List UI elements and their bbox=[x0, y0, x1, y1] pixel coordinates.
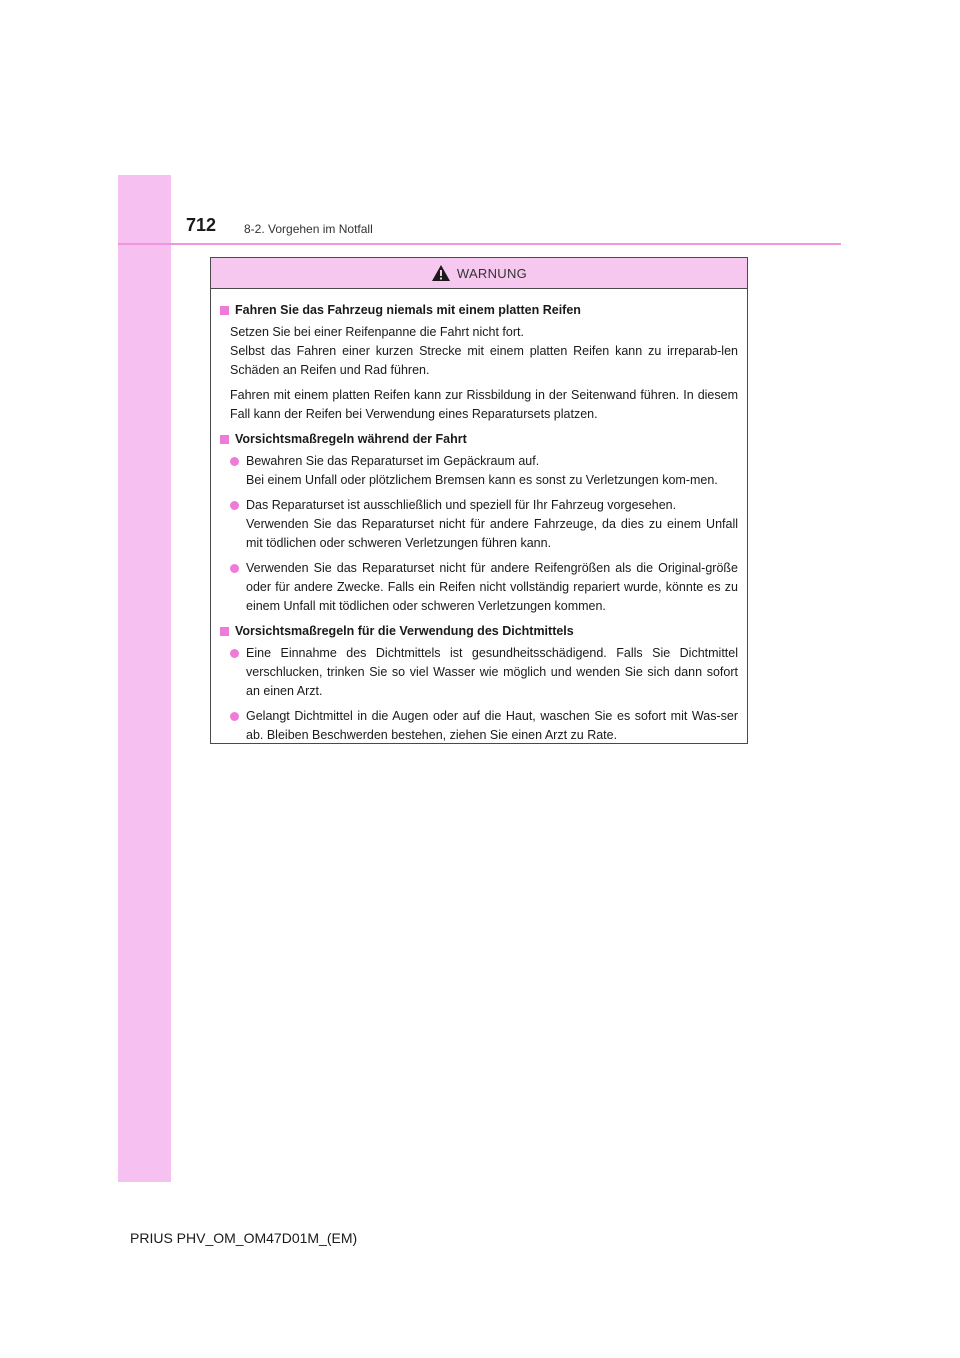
section-heading: Vorsichtsmaßregeln während der Fahrt bbox=[220, 430, 738, 449]
section-heading: Fahren Sie das Fahrzeug niemals mit einem platten Reifen bbox=[220, 301, 738, 320]
section-heading: Vorsichtsmaßregeln für die Verwendung des Dichtmittels bbox=[220, 622, 738, 641]
square-bullet-icon bbox=[220, 306, 229, 315]
circle-bullet-icon bbox=[230, 564, 239, 573]
square-bullet-icon bbox=[220, 627, 229, 636]
warning-title: WARNUNG bbox=[456, 265, 528, 281]
circle-bullet-icon bbox=[230, 712, 239, 721]
warning-header bbox=[211, 258, 747, 289]
circle-bullet-icon bbox=[230, 501, 239, 510]
bullet-item: Gelangt Dichtmittel in die Augen oder auf die Haut, waschen Sie es sofort mit Was-ser ab. Bleiben Beschwerden bestehen, ziehen Sie einen Arzt zu Rate. bbox=[230, 707, 738, 745]
paragraph: Fahren mit einem platten Reifen kann zur Rissbildung in der Seitenwand führen. In diesem Fall kann der Reifen bei Verwendung eines Reparatursets platzen. bbox=[230, 388, 738, 421]
page-number: 712 bbox=[186, 215, 217, 235]
page-header bbox=[186, 215, 846, 241]
bullet-item: Eine Einnahme des Dichtmittels ist gesundheitsschädigend. Falls Sie Dichtmittel verschlucken, trinken Sie so viel Wasser wie möglich und wenden Sie sich dann sofort an einen Arzt. bbox=[230, 644, 738, 701]
warning-body bbox=[211, 289, 747, 745]
section-title: 8-2. Vorgehen im Notfall bbox=[244, 222, 373, 236]
circle-bullet-icon bbox=[230, 649, 239, 658]
warning-triangle-icon bbox=[431, 264, 451, 282]
header-rule bbox=[118, 243, 841, 245]
bullet-item: Verwenden Sie das Reparaturset nicht für andere Reifengrößen als die Original-größe oder für andere Zwecke. Falls ein Reifen nicht vollständig repariert wurde, könnte es zu einem Unfall mit tödlichen oder schweren Verletzungen kommen. bbox=[230, 559, 738, 616]
warning-box bbox=[210, 257, 748, 744]
chapter-sidebar bbox=[118, 175, 171, 1182]
bullet-item: Das Reparaturset ist ausschließlich und speziell für Ihr Fahrzeug vorgesehen. Verwenden Sie das Reparaturset nicht für andere Fahrzeuge, da dies zu einem Unfall mit tödlichen oder schweren Verletzungen führen kann. bbox=[230, 496, 738, 553]
bullet-item: Bewahren Sie das Reparaturset im Gepäckraum auf. Bei einem Unfall oder plötzlichem Bremsen kann es sonst zu Verletzungen kom-men. bbox=[230, 452, 738, 490]
circle-bullet-icon bbox=[230, 457, 239, 466]
paragraph: Setzen Sie bei einer Reifenpanne die Fahrt nicht fort. Selbst das Fahren einer kurzen Strecke mit einem platten Reifen kann zu irreparab-len Schäden an Reifen und Rad führen. bbox=[230, 325, 738, 377]
document-code: PRIUS PHV_OM_OM47D01M_(EM) bbox=[130, 1230, 358, 1246]
square-bullet-icon bbox=[220, 435, 229, 444]
